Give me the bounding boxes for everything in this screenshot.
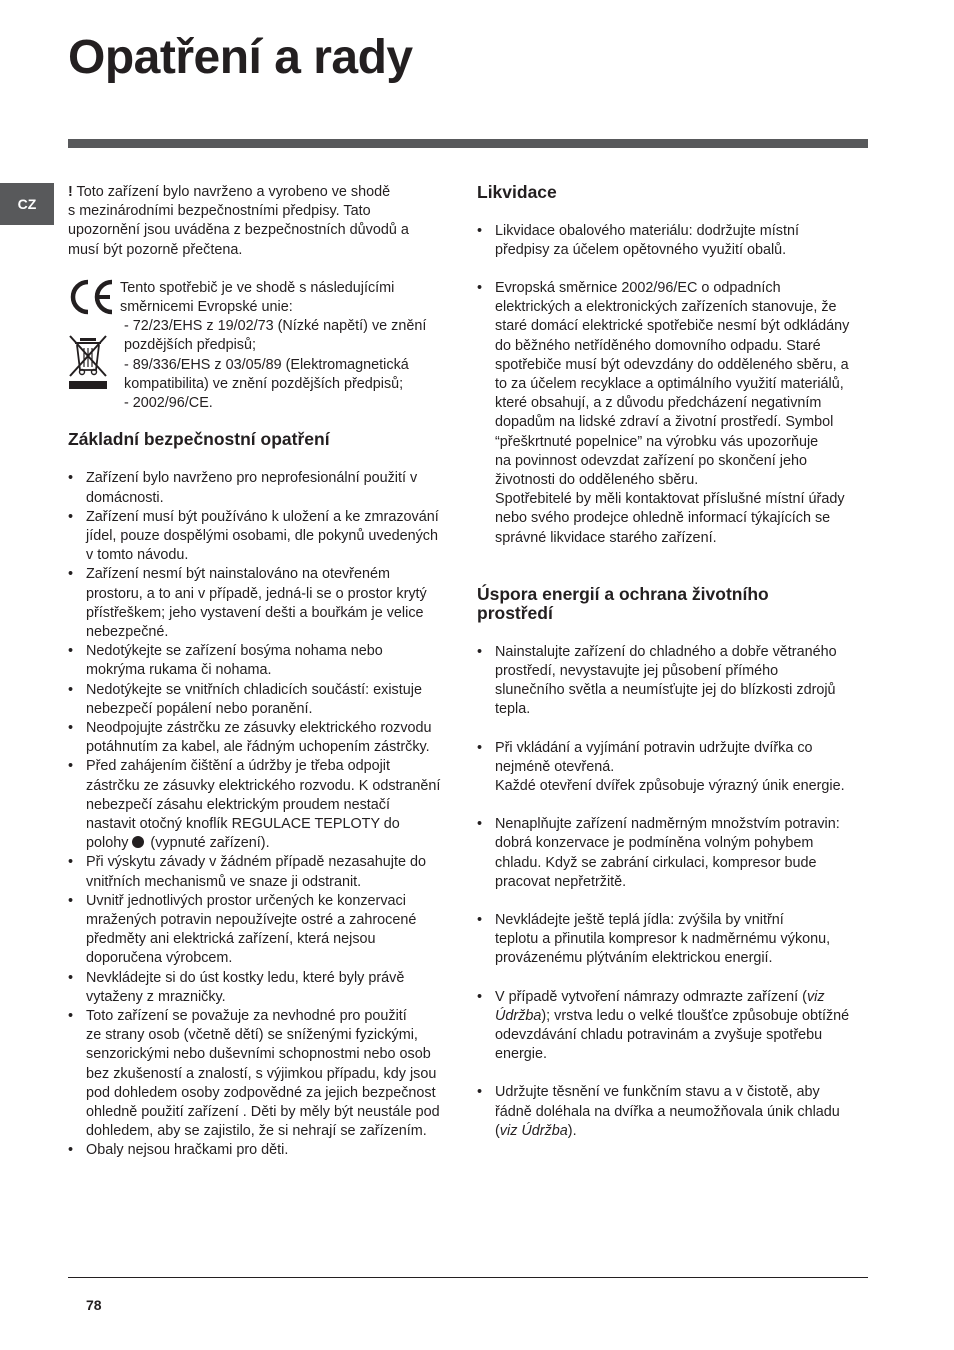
list-item: • V případě vytvoření námrazy odmrazte zařízení (viz Údržba); vrstva ledu o velké tloušťce způsobuje obtížné odevzdávání chladu potravinám a zvyšuje spotřebu energie. <box>477 988 872 1065</box>
cert-line: - 89/336/EHS z 03/05/89 (Elektromagnetická <box>124 356 409 373</box>
intro-line: Toto zařízení bylo navrženo a vyrobeno ve shodě <box>72 184 391 200</box>
list-item: • Uvnitř jednotlivých prostor určených ke konzervaci mražených potravin nepoužívejte ostré a zahrocené předměty ani elektrická zařízení, která nejsou doporučena výrobcem. <box>68 892 463 969</box>
cert-line: - 72/23/EHS z 19/02/73 (Nízké napětí) ve znění <box>124 318 427 335</box>
crossed-out-bin-icon <box>68 334 108 390</box>
cert-line: - 2002/96/CE. <box>124 395 213 412</box>
page-title: Opatření a rady <box>68 31 413 84</box>
footer-divider <box>68 1277 868 1278</box>
list-item: • Při výskytu závady v žádném případě nezasahujte do vnitřních mechanismů ve snaze ji odstranit. <box>68 853 463 891</box>
directives-text <box>120 279 465 413</box>
list-item: • Zařízení musí být používáno k uložení a ke zmrazování jídel, pouze dospělými osobami, dle pokynů uvedených v tomto návodu. <box>68 508 463 566</box>
right-column <box>477 183 872 1141</box>
certification-block <box>68 279 463 411</box>
warning-mark: ! <box>68 184 73 200</box>
list-item: • Neodpojujte zástrčku ze zásuvky elektrického rozvodu potáhnutím za kabel, ale řádným uchopením zástrčky. <box>68 719 463 757</box>
list-item: • Při vkládání a vyjímání potravin udržujte dvířka co nejméně otevřená. Každé otevření dvířek způsobuje výrazný únik energie. <box>477 739 872 797</box>
list-item: • Nenaplňujte zařízení nadměrným množstvím potravin: dobrá konzervace je podmíněna volným pohybem chladu. Když se zabrání cirkulaci, kompresor bude pracovat nepřetržitě. <box>477 815 872 892</box>
safety-heading: Základní bezpečnostní opatření <box>68 428 330 449</box>
list-item: • Před zahájením čištění a údržby je třeba odpojit zástrčku ze zásuvky elektrického rozvodu. K odstranění nebezpečí zásahu elektrickým proudem nestačí nastavit otočný knoflík REGULACE TEPLOTY do polohy (vypnuté zařízení). <box>68 757 463 853</box>
intro-paragraph <box>68 183 463 260</box>
energy-heading: Úspora energií a ochrana životního prostředí <box>477 583 769 624</box>
title-divider-bar <box>68 139 868 148</box>
left-column <box>68 183 463 1161</box>
list-item: • Likvidace obalového materiálu: dodržujte místní předpisy za účelem opětovného využití obalů. <box>477 222 872 260</box>
ce-mark-icon <box>68 279 116 315</box>
list-item: • Zařízení nesmí být nainstalováno na otevřeném prostoru, a to ani v případě, jedná-li se o prostor krytý přístřeškem; jeho vystavení dešti a bouřkám je velice nebezpečné. <box>68 565 463 642</box>
safety-list <box>68 469 463 1160</box>
list-item: • Udržujte těsnění ve funkčním stavu a v čistotě, aby řádně doléhala na dvířka a neumožňovala únik chladu (viz Údržba). <box>477 1083 872 1141</box>
off-position-dot-icon <box>132 836 144 848</box>
page-number: 78 <box>86 1297 102 1313</box>
list-item: • Zařízení bylo navrženo pro neprofesionální použití v domácnosti. <box>68 469 463 507</box>
cert-line: směrnicemi Evropské unie: <box>120 299 293 316</box>
list-item: • Toto zařízení se považuje za nevhodné pro použití ze strany osob (včetně dětí) se sníženými fyzickými, senzorickými nebo duševními schopnostmi nebo osob bez zkušeností a znalostí, s výjimkou případu, kdy jsou pod dohledem osoby zodpovědné za jejich bezpečnost ohledně použití zařízení . Děti by měly být neustále pod dohledem, aby se zajistilo, že si nehrají se zařízením. <box>68 1007 463 1141</box>
intro-line: musí být pozorně přečtena. <box>68 241 243 258</box>
cert-line: kompatibilita) ve znění pozdějších předpisů; <box>124 375 404 392</box>
cert-line: Tento spotřebič je ve shodě s následujícími <box>120 279 395 296</box>
list-item: • Nevkládejte ještě teplá jídla: zvýšila by vnitřní teplotu a přinutila kompresor k nadměrnému výkonu, provázenému plýtváním elektrickou energií. <box>477 911 872 969</box>
cert-line: pozdějších předpisů; <box>124 337 256 354</box>
disposal-list <box>477 222 872 548</box>
energy-list <box>477 643 872 1141</box>
list-item: • Nedotýkejte se vnitřních chladicích součástí: existuje nebezpečí popálení nebo poranění. <box>68 681 463 719</box>
list-item: • Evropská směrnice 2002/96/EC o odpadních elektrických a elektronických zařízeních stanovuje, že staré domácí elektrické spotřebiče nesmí být odkládány do běžného netříděného domovního odpadu. Staré spotřebiče musí být odevzdány do odděleného sběru, a to za účelem recyklace a optimálního využití materiálů, které obsahují, a z důvodu předcházení negativním dopadům na lidské zdraví a životní prostředí. Symbol “přeškrtnuté popelnice” na výrobku vás upozorňuje na povinnost odevzdat zařízení po skončení jeho životnosti do odděleného sběru. Spotřebitelé by měli kontaktovat příslušné místní úřady nebo svého prodejce ohledně informací týkajících se správné likvidace starého zařízení. <box>477 279 872 548</box>
disposal-heading: Likvidace <box>477 182 557 202</box>
list-item: • Nevkládejte si do úst kostky ledu, které byly právě vytaženy z mrazničky. <box>68 969 463 1007</box>
list-item: • Nedotýkejte se zařízení bosýma nohama nebo mokrýma rukama či nohama. <box>68 642 463 680</box>
intro-line: s mezinárodními bezpečnostními předpisy. Tato <box>68 203 371 220</box>
list-item: • Nainstalujte zařízení do chladného a dobře větraného prostředí, nevystavujte jej působení přímého slunečního světla a neumísťujte jej do blízkosti zdrojů tepla. <box>477 643 872 720</box>
language-tab: CZ <box>0 183 54 225</box>
list-item: • Obaly nejsou hračkami pro děti. <box>68 1141 463 1160</box>
intro-line: upozornění jsou uváděna z bezpečnostních důvodů a <box>68 222 409 239</box>
